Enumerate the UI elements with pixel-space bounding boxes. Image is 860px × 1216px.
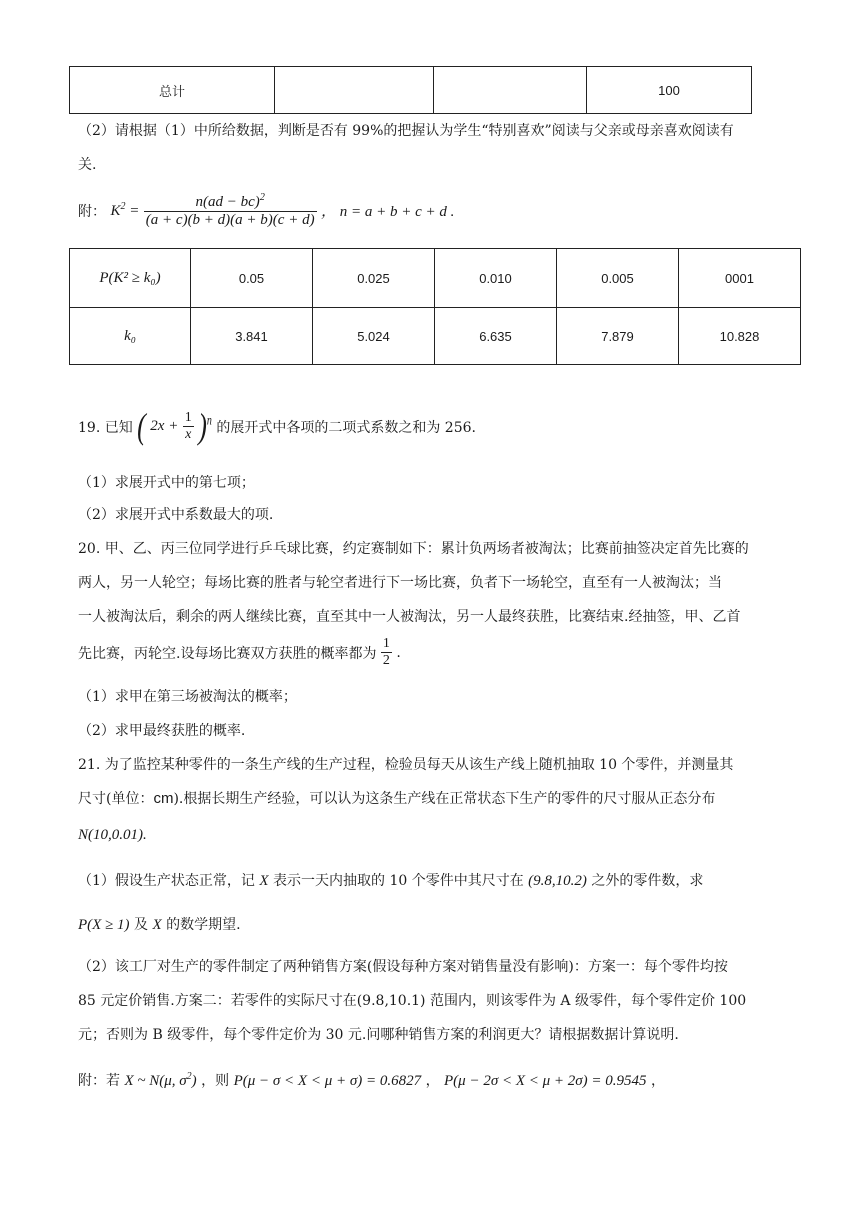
- prob-two-sigma: P(μ − 2σ < X < μ + 2σ) = 0.9545: [444, 1073, 647, 1089]
- q21-p1-c: 之外的零件数，求: [591, 873, 704, 889]
- table-cell: 100: [587, 67, 752, 114]
- table-cell: [434, 67, 587, 114]
- q18-part2-line1: （2）请根据（1）中所给数据，判断是否有 99%的把握认为学生“特别喜欢”阅读与父亲或母亲喜欢阅读有: [78, 123, 734, 139]
- q20-line2: 两人，另一人轮空；每场比赛的胜者与轮空者进行下一场比赛，负者下一场轮空，直至有一人被淘汰；当: [78, 575, 722, 591]
- q18-part2-line2: 关.: [78, 157, 97, 173]
- q21-part1-line1: （1）假设生产状态正常，记 X 表示一天内抽取的 10 个零件中其尺寸在 (9.8,10.2) 之外的零件数，求: [78, 873, 704, 889]
- q21-appendix-a: 附：若: [78, 1073, 120, 1089]
- q19-part2: （2）求展开式中系数最大的项.: [78, 507, 274, 523]
- k-value-cell: 5.024: [313, 308, 435, 365]
- table-header-label: P(K² ≥ k₀): [70, 249, 191, 308]
- q20-part1: （1）求甲在第三场被淘汰的概率；: [78, 689, 297, 705]
- unit-cm: cm: [153, 790, 174, 807]
- prob-one-sigma: P(μ − σ < X < μ + σ) = 0.6827: [233, 1073, 422, 1089]
- q20-line4-end: .: [396, 644, 401, 661]
- k-value-cell: 7.879: [557, 308, 679, 365]
- formula-denominator: (a + c)(b + d)(a + b)(c + d): [145, 212, 315, 228]
- formula-fraction: $\frac{n(ad - bc)^2}{(a + c)(b + d)(a + b)(c + d)}$: [145, 192, 315, 228]
- q21-line2: [78, 790, 715, 808]
- formula-numerator: n(ad − bc): [195, 194, 260, 210]
- q21-part1-line2: P(X ≥ 1) 及 X 的数学期望.: [78, 917, 241, 933]
- fraction-one-over-x: $\frac{1}{x}$: [184, 410, 192, 442]
- q21-part2-line3: 元；否则为 B 级零件，每个零件定价为 30 元.问哪种销售方案的利润更大？请根据数据计算说明.: [78, 1027, 679, 1043]
- q21-line2-a: 尺寸(单位：: [78, 791, 154, 807]
- table-row-label: k₀: [70, 308, 191, 365]
- q20-line1: 20. 甲、乙、丙三位同学进行乒乓球比赛，约定赛制如下：累计负两场者被淘汰；比赛前抽签决定首先比赛的: [78, 541, 749, 557]
- q19-prefix: 19. 已知: [78, 419, 133, 436]
- interval: (9.8,10.2): [528, 873, 587, 889]
- k-value-cell: 3.841: [191, 308, 313, 365]
- q21-p1-f: 的数学期望.: [166, 917, 241, 933]
- formula-k: K: [110, 203, 121, 219]
- q21-appendix-b: ，则: [201, 1073, 230, 1089]
- q21-p1-a: （1）假设生产状态正常，记: [78, 873, 255, 889]
- table-cell: [275, 67, 434, 114]
- contingency-table-total-row: [69, 66, 752, 114]
- critical-value-table: [69, 248, 801, 365]
- appendix-prefix: 附：: [78, 203, 106, 220]
- p-value-cell: 0001: [679, 249, 801, 308]
- q21-line2-b: ).根据长期生产经验，可以认为这条生产线在正常状态下生产的零件的尺寸服从正态分布: [173, 791, 716, 807]
- q19-suffix: 的展开式中各项的二项式系数之和为 256.: [216, 419, 476, 436]
- p-value-cell: 0.005: [557, 249, 679, 308]
- q21-p1-e: 及: [134, 917, 149, 933]
- q19-stem: 19. 已知 ( 2x + $\frac{1}{x}$ )$^n$ 的展开式中各项的二项式系数之和为 256.: [78, 405, 476, 447]
- q21-part2-line2: 85 元定价销售.方案二：若零件的实际尺寸在(9.8,10.1) 范围内，则该零件为 A 级零件，每个零件定价 100: [78, 993, 747, 1009]
- q21-p1-b: 表示一天内抽取的 10 个零件中其尺寸在: [273, 873, 524, 889]
- p-value-cell: 0.025: [313, 249, 435, 308]
- q20-part2: （2）求甲最终获胜的概率.: [78, 723, 246, 739]
- fraction-one-half: $\frac{1}{2}$: [382, 636, 390, 668]
- prob-x-ge-1: P(X ≥ 1): [78, 917, 130, 933]
- p-value-cell: 0.010: [435, 249, 557, 308]
- k-value-cell: 10.828: [679, 308, 801, 365]
- chi-square-formula: 附： $K^2$ = $\frac{n(ad - bc)^2}{(a + c)(b + d)(a + b)(c + d)}$ ， n = a + b + c + d .: [78, 192, 455, 228]
- q21-normal-distribution: N(10,0.01).: [78, 827, 147, 843]
- q19-part1: （1）求展开式中的第七项；: [78, 475, 255, 491]
- n-definition: ， n = a + b + c + d .: [321, 204, 455, 220]
- q21-appendix: 附：若 X ~ N(μ, $\sigma^2$) ，则 P(μ − σ < X < μ + σ) = 0.6827 ， P(μ − 2σ < X < μ + 2σ) = 0.9545 ，: [78, 1071, 665, 1089]
- q20-line4: [78, 636, 401, 680]
- p-value-cell: 0.05: [191, 249, 313, 308]
- k-value-cell: 6.635: [435, 308, 557, 365]
- table-cell: 总计: [70, 67, 275, 114]
- q21-line1: 21. 为了监控某种零件的一条生产线的生产过程，检验员每天从该生产线上随机抽取 10 个零件，并测量其: [78, 757, 734, 773]
- q21-part2-line1: （2）该工厂对生产的零件制定了两种销售方案(假设每种方案对销售量没有影响)：方案一：每个零件均按: [78, 959, 728, 975]
- q20-line3: 一人被淘汰后，剩余的两人继续比赛，直至其中一人被淘汰，另一人最终获胜，比赛结束.经抽签，甲、乙首: [78, 609, 741, 625]
- q20-line4-text: 先比赛，丙轮空.设每场比赛双方获胜的概率都为: [78, 645, 377, 662]
